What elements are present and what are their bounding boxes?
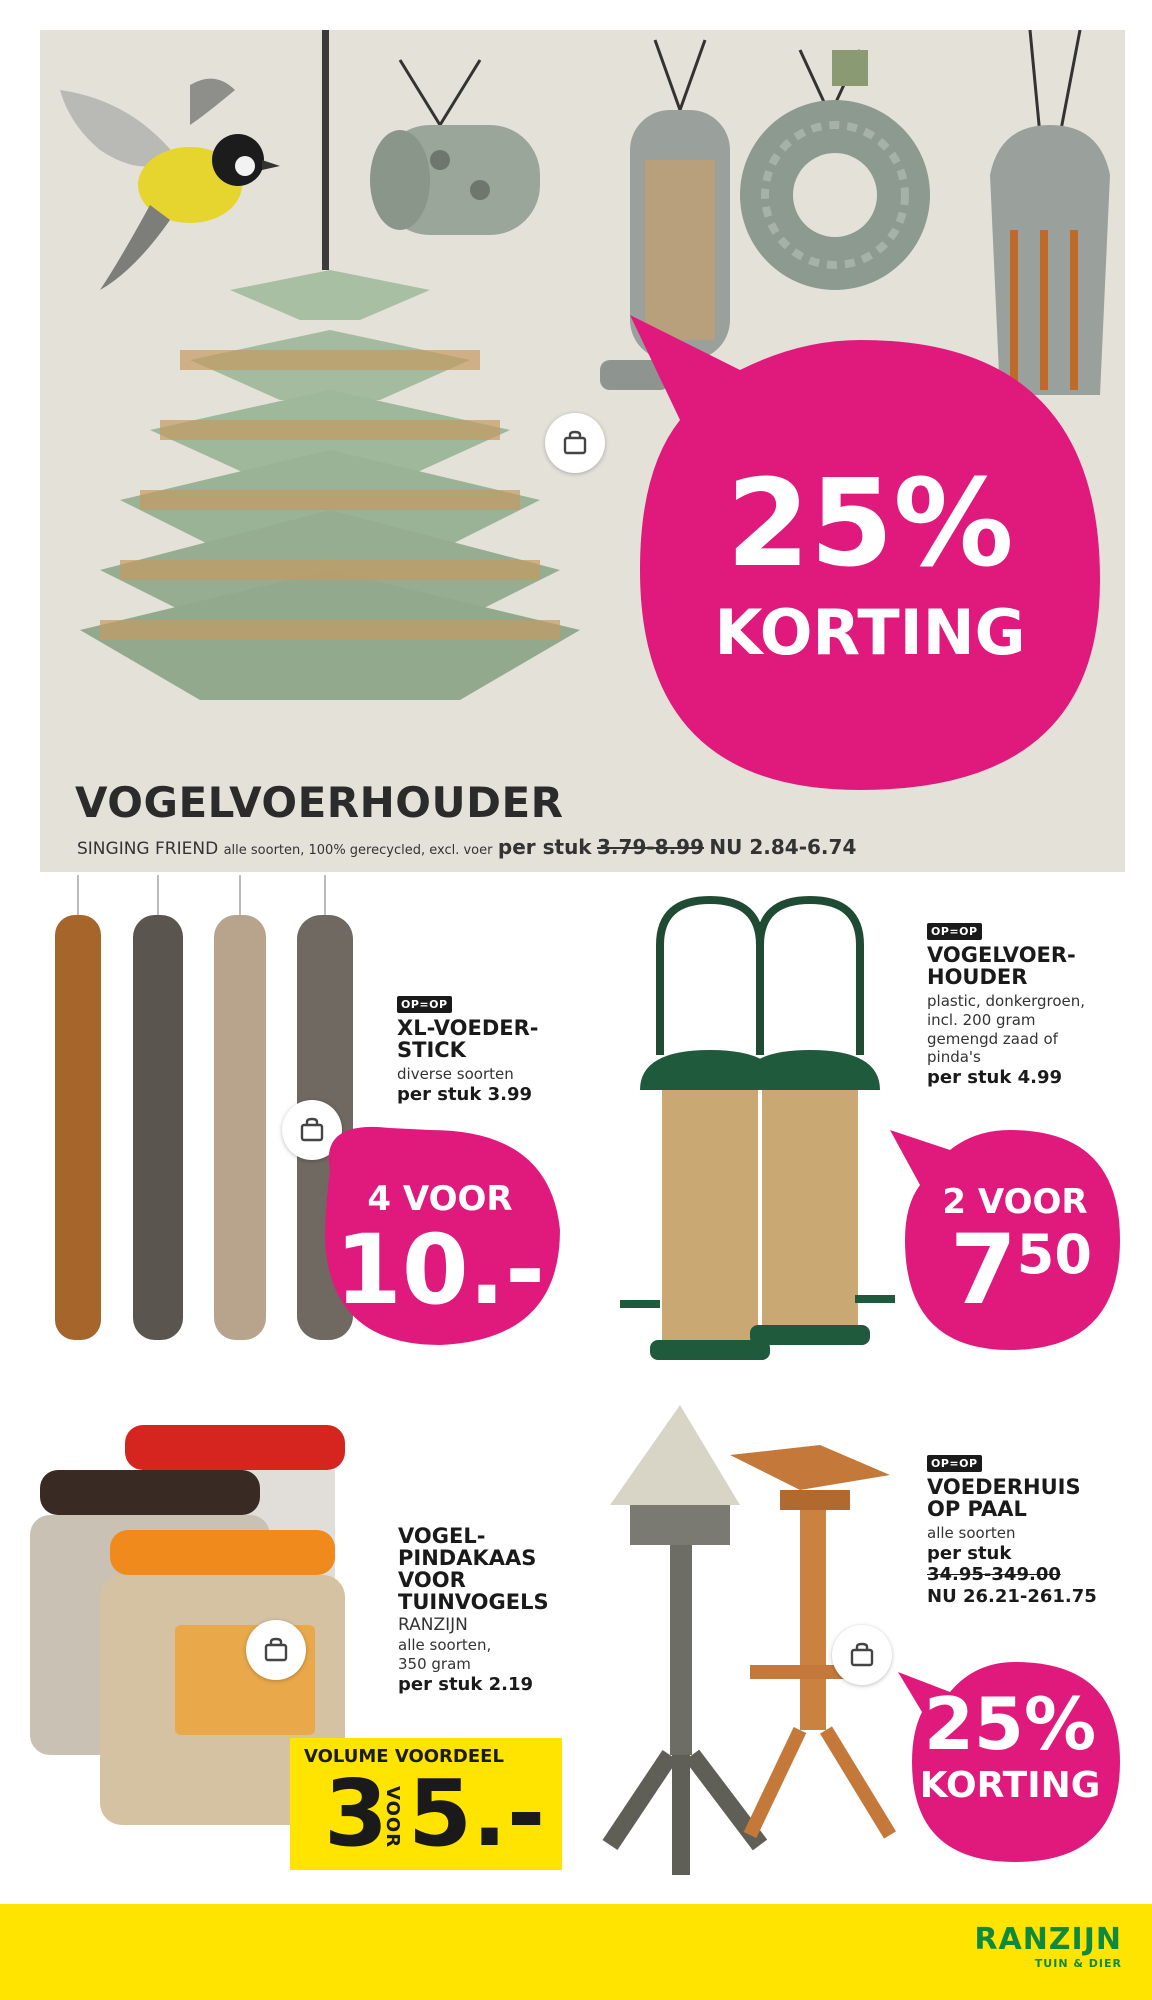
feeder-title-line1: VOGELVOER- bbox=[927, 943, 1076, 967]
feeder-deal-label: 2 VOOR bbox=[942, 1182, 1088, 1222]
ring-feeder-image bbox=[740, 50, 930, 290]
tube-feeders-image bbox=[600, 885, 900, 1385]
house-discount-label: KORTING bbox=[919, 1765, 1101, 1806]
stick-deal-price: 10.- bbox=[335, 1214, 545, 1326]
peanut-price: per stuk 2.19 bbox=[398, 1673, 534, 1695]
brand-tagline: TUIN & DIER bbox=[1034, 1957, 1122, 1970]
lantern-feeder-image bbox=[370, 60, 540, 235]
feeder-desc-line3: gemengd zaad of bbox=[927, 1029, 1058, 1048]
brand-label: SINGING FRIEND bbox=[77, 839, 219, 859]
stick-info bbox=[397, 993, 567, 1105]
product-title: VOGELVOERHOUDER bbox=[75, 778, 564, 827]
shopping-bag-icon bbox=[562, 430, 588, 456]
add-to-cart-button-house[interactable] bbox=[832, 1625, 892, 1685]
feeder-desc-line1: plastic, donkergroen, bbox=[927, 992, 1086, 1011]
add-to-cart-button[interactable] bbox=[545, 413, 605, 473]
discount-badge-percent: 25% bbox=[726, 455, 1014, 594]
house-desc: alle soorten bbox=[927, 1524, 1016, 1543]
stick-price: per stuk 3.99 bbox=[397, 1083, 533, 1105]
op-op-badge: OP=OP bbox=[927, 923, 982, 940]
peanut-desc-line1: alle soorten, bbox=[398, 1636, 492, 1655]
op-op-badge: OP=OP bbox=[397, 996, 452, 1013]
peanut-brand: RANZIJN bbox=[398, 1615, 468, 1636]
footer-bar bbox=[0, 1904, 1152, 2000]
new-price: NU 2.84-6.74 bbox=[709, 835, 857, 859]
feeder-desc-line2: incl. 200 gram bbox=[927, 1010, 1036, 1029]
brand-logo[interactable] bbox=[974, 1922, 1122, 1970]
per-stuk-label: per stuk bbox=[497, 835, 592, 859]
shopping-bag-icon bbox=[263, 1637, 289, 1663]
bell-feeder-image bbox=[990, 30, 1110, 395]
feeder-desc-line4: pinda's bbox=[927, 1048, 981, 1067]
house-title-line2: OP PAAL bbox=[927, 1497, 1027, 1522]
tree-feeder-image bbox=[80, 270, 580, 700]
house-old-price: 34.95-349.00 bbox=[927, 1564, 1061, 1586]
feeder-price: per stuk 4.99 bbox=[927, 1067, 1063, 1089]
house-info bbox=[927, 1452, 1142, 1608]
house-new-price: NU 26.21-261.75 bbox=[927, 1586, 1097, 1608]
volume-deal-box bbox=[290, 1738, 562, 1870]
peanut-desc-line2: 350 gram bbox=[398, 1655, 471, 1674]
stick-title-line2: STICK bbox=[397, 1038, 466, 1063]
feeder-title-line2: HOUDER bbox=[927, 965, 1028, 990]
brand-name: RANZIJN bbox=[974, 1922, 1122, 1957]
old-price: 3.79-8.99 bbox=[597, 835, 705, 859]
discount-badge-label: KORTING bbox=[714, 596, 1026, 669]
op-op-badge: OP=OP bbox=[927, 1455, 982, 1472]
volume-deal-price: 5.- bbox=[408, 1760, 546, 1867]
peanut-title-line1: VOGEL- bbox=[398, 1524, 486, 1548]
house-per-stuk: per stuk bbox=[927, 1542, 1012, 1564]
stick-deal-label: 4 VOOR bbox=[367, 1179, 513, 1219]
product-description: alle soorten, 100% gerecycled, excl. voer bbox=[223, 843, 493, 858]
peanut-title-line2: PINDAKAAS bbox=[398, 1546, 537, 1571]
volume-deal-label: VOLUME VOORDEEL bbox=[304, 1746, 504, 1767]
hero-panel bbox=[40, 30, 1125, 872]
product-details bbox=[77, 835, 856, 859]
house-title-line1: VOEDERHUIS bbox=[927, 1475, 1081, 1499]
volume-deal-voor: VOOR bbox=[382, 1786, 403, 1849]
peanut-info bbox=[398, 1525, 588, 1696]
stick-desc: diverse soorten bbox=[397, 1065, 514, 1084]
stick-title-line1: XL-VOEDER- bbox=[397, 1016, 539, 1040]
great-tit-bird-image bbox=[60, 79, 280, 290]
add-to-cart-button-peanut[interactable] bbox=[246, 1620, 306, 1680]
feeder-deal-price-cents: 50 bbox=[1016, 1223, 1092, 1286]
feeder-info bbox=[927, 920, 1137, 1089]
feeder-deal-price-main: 7 bbox=[950, 1214, 1017, 1326]
house-discount-percent: 25% bbox=[923, 1682, 1097, 1766]
feeder-deal-price bbox=[950, 1214, 1100, 1326]
peanut-title-line4: TUINVOGELS bbox=[398, 1590, 549, 1615]
peanut-title-line3: VOOR bbox=[398, 1568, 466, 1593]
shopping-bag-icon bbox=[849, 1642, 875, 1668]
volume-deal-count: 3 bbox=[324, 1760, 389, 1867]
